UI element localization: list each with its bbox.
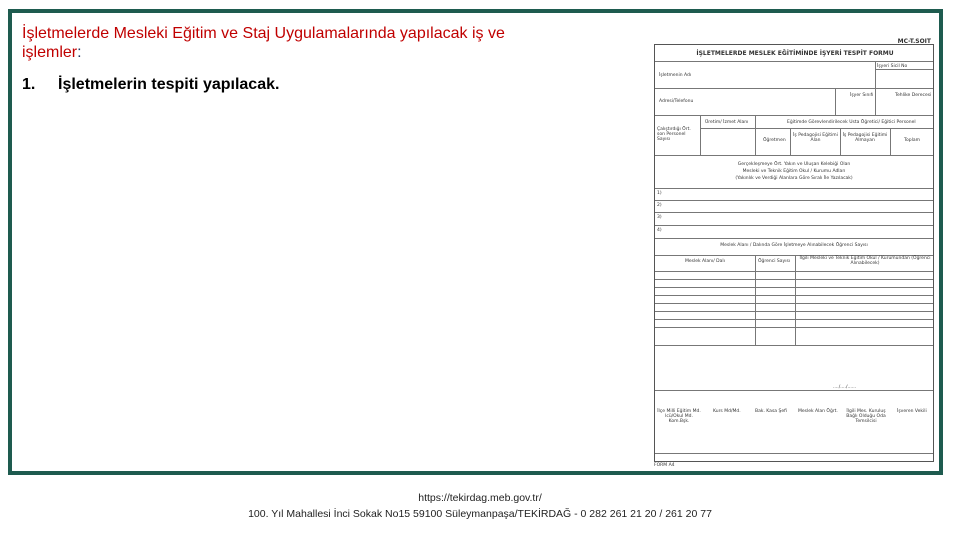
label-meslek-line: Meslek Alanı / Dalında Göre İşletmeye Alınabilecek Öğrenci Sayısı: [720, 243, 868, 248]
label-isyeri-sinifi: İşyer Sınıfı: [850, 93, 874, 98]
label-ogrenci-sayisi: Öğrenci Sayısı: [758, 259, 791, 264]
sig-4: Meslek Alan Öğrt.: [798, 409, 838, 414]
label-kurum-1: Gerçekleşmeye Ört. Yakın ve Uluşan Kelebiği Olan: [737, 162, 851, 167]
heading-line-2: işlemler: [22, 44, 78, 61]
label-kurum-3: (Yakınlık ve Verdiği Alanlara Göre Sıralı İle Yazılacak): [735, 176, 853, 181]
slide-heading: [22, 24, 622, 62]
label-adi: İşletmenin Adı: [659, 73, 692, 78]
label-toplam: Toplam: [904, 138, 920, 143]
label-ogretmen: Öğretmen: [763, 138, 786, 143]
label-pedagoji-almayan: İş Pedagojisi Eğitimi Almayan: [842, 133, 888, 143]
form-number: FORM A4: [654, 463, 675, 468]
sig-6: İşveren Vekili: [897, 409, 927, 414]
label-row-2: 2): [657, 203, 662, 208]
label-row-4: 4): [657, 228, 662, 233]
label-row-3: 3): [657, 215, 662, 220]
form-title: İŞLETMELERDE MESLEK EĞİTİMİNDE İŞYERİ TESPİT FORMU: [696, 50, 894, 57]
label-usta: Eğitimde Görevlendirilecek Usta Öğretici/ Eğitici Personel: [787, 120, 916, 125]
label-uretim: Üretim/ İzmet Alanı: [705, 120, 749, 125]
footer-url[interactable]: https://tekirdag.meb.gov.tr/: [418, 492, 542, 504]
label-kurum-2: Mesleki ve Teknik Eğitim Okul / Kurumu Adları: [742, 169, 846, 174]
sig-2: Kurs Md/Md.: [713, 409, 741, 414]
label-meslek-dali: Meslek Alanı/ Dalı: [685, 259, 725, 264]
form-border: [654, 44, 934, 462]
label-row-1: 1): [657, 191, 662, 196]
label-pedagoji-alan: İş Pedagojisi Eğitimi Alan: [793, 133, 838, 143]
heading-colon: :: [77, 44, 82, 61]
heading-line-1: İşletmelerde Mesleki Eğitim ve Staj Uygulamalarında yapılacak iş ve: [22, 25, 505, 42]
signature-date: ..../..../......: [833, 385, 857, 390]
form-code: MC-T.SOIT: [897, 38, 931, 45]
form-image: [650, 40, 935, 468]
list-item-text: İşletmelerin tespiti yapılacak.: [58, 76, 280, 93]
label-sicil: İşyeri Sicil No: [877, 64, 908, 69]
label-adres: Adresi/Telefonu: [659, 99, 694, 104]
label-tehlike: Tehlike Derecesi: [895, 93, 932, 98]
label-calisan: Çalıştırdığı Ört. son Personel Sayısı: [657, 127, 691, 142]
sig-1: İlçe Milli Eğitim Md. lcü/Okul Md. Kom.Bşk.: [657, 409, 701, 424]
footer-address: 100. Yıl Mahallesi İnci Sokak No15 59100 Süleymanpaşa/TEKİRDAĞ - 0 282 261 21 20 / 261 20 77: [248, 508, 712, 520]
label-okul-kurum: İlgili Mesleki ve Teknik Eğitim Okul / Kurumundan (Öğrenci Alınabilecek): [799, 256, 931, 266]
list-item-number: 1.: [22, 76, 36, 93]
sig-3: Bak. Kasa Şefi: [755, 409, 787, 414]
list-item: [22, 76, 279, 94]
sig-5: İlgili Mes. Kuruluş Bağlı Olduğu Oda Temsilcisi: [846, 409, 886, 424]
